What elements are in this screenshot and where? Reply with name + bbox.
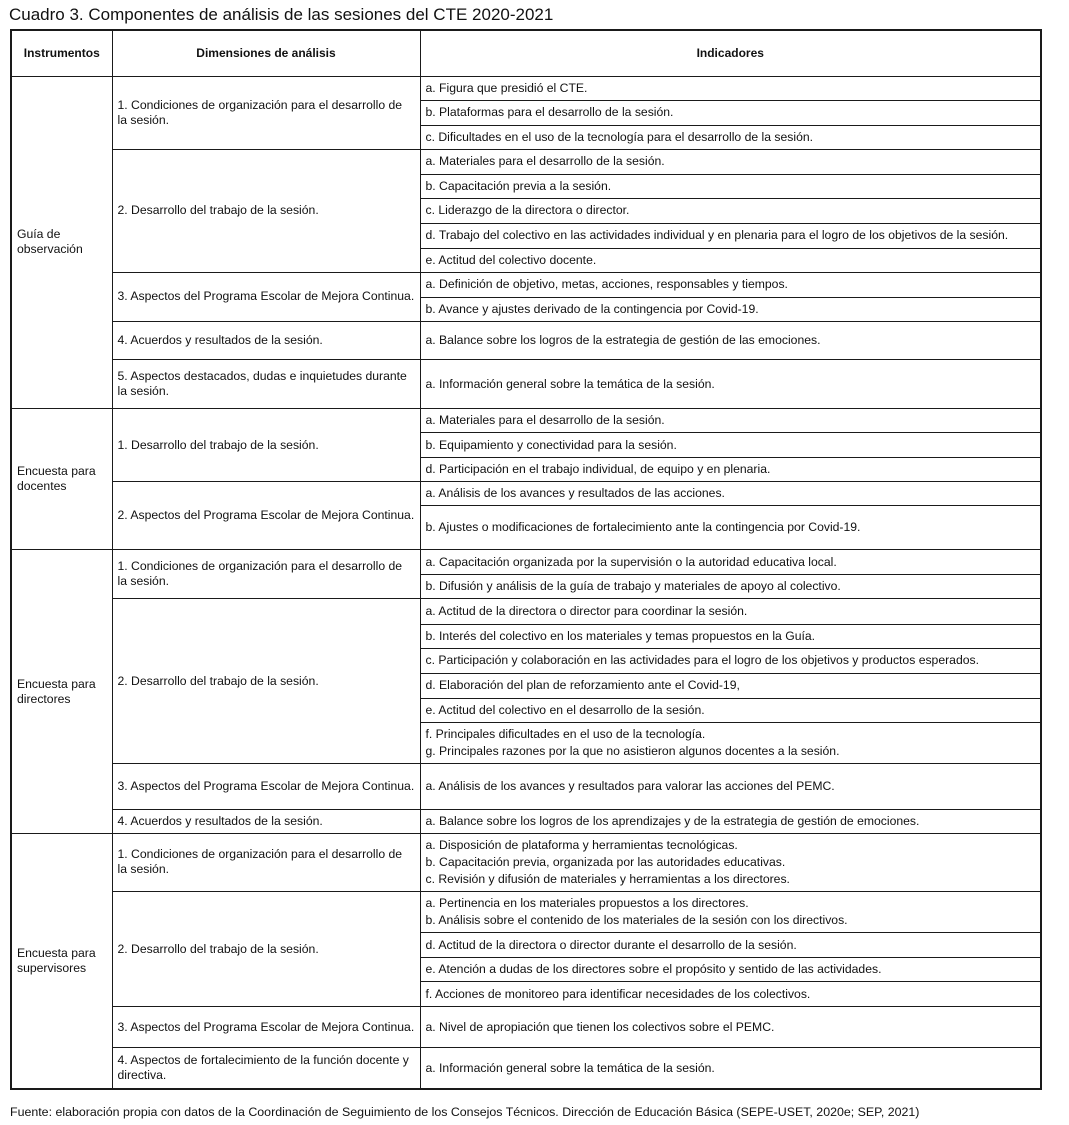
indicator-cell <box>420 174 1041 198</box>
indicator-line: a. Materiales para el desarrollo de la sesión. <box>425 413 665 428</box>
indicator-line: b. Interés del colectivo en los materiales y temas propuestos en la Guía. <box>425 628 816 643</box>
table-row <box>11 809 1041 833</box>
table-row <box>11 76 1041 100</box>
indicator-line: a. Definición de objetivo, metas, acciones, responsables y tiempos. <box>425 277 788 292</box>
indicator-cell <box>420 673 1041 698</box>
indicator-cell <box>420 1048 1041 1089</box>
indicator-cell <box>420 575 1041 599</box>
dimension-cell: 1. Condiciones de organización para el desarrollo de la sesión. <box>112 550 420 599</box>
indicator-line: a. Análisis de los avances y resultados para valorar las acciones del PEMC. <box>425 778 835 793</box>
indicator-line: d. Trabajo del colectivo en las actividades individual y en plenaria para el logro de los objetivos de la sesión. <box>425 228 1009 243</box>
indicator-cell <box>420 482 1041 506</box>
table-row <box>11 409 1041 433</box>
indicator-line: e. Actitud del colectivo docente. <box>425 252 597 267</box>
indicator-line: b. Análisis sobre el contenido de los materiales de la sesión con los directivos. <box>425 913 848 928</box>
indicator-cell <box>420 458 1041 482</box>
indicator-line: d. Elaboración del plan de reforzamiento ante el Covid-19, <box>425 678 740 693</box>
indicator-cell <box>420 933 1041 958</box>
indicator-cell <box>420 198 1041 223</box>
indicator-cell <box>420 833 1041 891</box>
table-row <box>11 1048 1041 1089</box>
dimension-cell: 3. Aspectos del Programa Escolar de Mejora Continua. <box>112 1007 420 1048</box>
indicator-cell <box>420 360 1041 409</box>
dimension-cell: 2. Desarrollo del trabajo de la sesión. <box>112 892 420 1007</box>
indicator-cell <box>420 809 1041 833</box>
components-table <box>10 29 1042 1090</box>
table-row <box>11 892 1041 933</box>
indicator-line: f. Acciones de monitoreo para identificar necesidades de los colectivos. <box>425 986 811 1001</box>
indicator-line: a. Actitud de la directora o director para coordinar la sesión. <box>425 604 748 618</box>
dimension-cell: 2. Aspectos del Programa Escolar de Mejora Continua. <box>112 482 420 550</box>
dimension-cell: 1. Condiciones de organización para el desarrollo de la sesión. <box>112 76 420 149</box>
indicator-line: a. Balance sobre los logros de la estrategia de gestión de las emociones. <box>425 333 821 347</box>
indicator-line: a. Nivel de apropiación que tienen los colectivos sobre el PEMC. <box>425 1019 775 1034</box>
indicator-cell <box>420 76 1041 100</box>
dimension-cell: 1. Condiciones de organización para el desarrollo de la sesión. <box>112 833 420 891</box>
indicator-line: e. Atención a dudas de los directores sobre el propósito y sentido de las actividades. <box>425 962 882 977</box>
source-note: Fuente: elaboración propia con datos de la Coordinación de Seguimiento de los Consejos Técnicos. Dirección de Educación Básica (SEPE-USET, 2020e; SEP, 2021) <box>10 1105 920 1119</box>
indicator-line: b. Capacitación previa, organizada por las autoridades educativas. <box>425 854 786 869</box>
indicator-cell <box>420 248 1041 272</box>
indicator-cell <box>420 297 1041 321</box>
indicator-cell <box>420 149 1041 174</box>
dimension-cell: 3. Aspectos del Programa Escolar de Mejora Continua. <box>112 272 420 321</box>
indicator-line: a. Pertinencia en los materiales propuestos a los directores. <box>425 896 749 911</box>
header-dimensiones: Dimensiones de análisis <box>112 30 420 76</box>
table-row <box>11 763 1041 809</box>
dimension-cell: 4. Aspectos de fortalecimiento de la función docente y directiva. <box>112 1048 420 1089</box>
indicator-line: b. Avance y ajustes derivado de la contingencia por Covid-19. <box>425 301 759 316</box>
indicator-line: a. Capacitación organizada por la supervisión o la autoridad educativa local. <box>425 554 837 569</box>
table-body <box>11 76 1041 1089</box>
indicator-line: a. Disposición de plataforma y herramientas tecnológicas. <box>425 837 738 852</box>
indicator-cell <box>420 892 1041 933</box>
indicator-cell <box>420 100 1041 125</box>
instrumento-cell: Encuesta para docentes <box>11 409 112 550</box>
indicator-line: b. Difusión y análisis de la guía de trabajo y materiales de apoyo al colectivo. <box>425 579 841 594</box>
indicator-cell <box>420 550 1041 575</box>
instrumento-cell: Guía de observación <box>11 76 112 409</box>
indicator-line: d. Actitud de la directora o director durante el desarrollo de la sesión. <box>425 937 797 952</box>
header-row <box>11 30 1041 76</box>
table-row <box>11 833 1041 891</box>
indicator-line: a. Información general sobre la temática de la sesión. <box>425 1060 715 1075</box>
indicator-line: b. Equipamiento y conectividad para la sesión. <box>425 437 677 452</box>
table-row <box>11 272 1041 297</box>
header-indicadores: Indicadores <box>420 30 1041 76</box>
indicator-cell <box>420 125 1041 149</box>
indicator-cell <box>420 648 1041 673</box>
header-instrumentos: Instrumentos <box>11 30 112 76</box>
indicator-line: c. Revisión y difusión de materiales y herramientas a los directores. <box>425 871 790 886</box>
indicator-line: b. Plataformas para el desarrollo de la sesión. <box>425 105 674 120</box>
indicator-cell <box>420 763 1041 809</box>
table-row <box>11 321 1041 359</box>
indicator-line: g. Principales razones por la que no asistieron algunos docentes a la sesión. <box>425 743 840 758</box>
dimension-cell: 5. Aspectos destacados, dudas e inquietudes durante la sesión. <box>112 360 420 409</box>
indicator-line: a. Balance sobre los logros de los aprendizajes y de la estrategia de gestión de emociones. <box>425 813 920 828</box>
table-caption: Cuadro 3. Componentes de análisis de las sesiones del CTE 2020-2021 <box>9 5 554 24</box>
indicator-line: e. Actitud del colectivo en el desarrollo de la sesión. <box>425 702 705 717</box>
indicator-cell <box>420 433 1041 458</box>
dimension-cell: 2. Desarrollo del trabajo de la sesión. <box>112 149 420 272</box>
table-row <box>11 1007 1041 1048</box>
indicator-cell <box>420 982 1041 1007</box>
dimension-cell: 1. Desarrollo del trabajo de la sesión. <box>112 409 420 482</box>
indicator-line: a. Figura que presidió el CTE. <box>425 80 588 95</box>
indicator-line: c. Liderazgo de la directora o director. <box>425 203 630 218</box>
indicator-cell <box>420 624 1041 648</box>
indicator-cell <box>420 272 1041 297</box>
indicator-cell <box>420 223 1041 248</box>
indicator-line: c. Participación y colaboración en las actividades para el logro de los objetivos y productos esperados. <box>425 653 979 668</box>
indicator-cell <box>420 1007 1041 1048</box>
table-row <box>11 550 1041 575</box>
table-row <box>11 482 1041 506</box>
dimension-cell: 4. Acuerdos y resultados de la sesión. <box>112 321 420 359</box>
dimension-cell: 3. Aspectos del Programa Escolar de Mejora Continua. <box>112 763 420 809</box>
indicator-line: a. Información general sobre la temática de la sesión. <box>425 376 715 391</box>
indicator-line: c. Dificultades en el uso de la tecnología para el desarrollo de la sesión. <box>425 129 814 144</box>
indicator-cell <box>420 722 1041 763</box>
table-row <box>11 149 1041 174</box>
indicator-line: a. Análisis de los avances y resultados de las acciones. <box>425 486 725 501</box>
indicator-cell <box>420 409 1041 433</box>
table-row <box>11 360 1041 409</box>
indicator-line: d. Participación en el trabajo individual, de equipo y en plenaria. <box>425 462 771 477</box>
table-row <box>11 599 1041 624</box>
dimension-cell: 4. Acuerdos y resultados de la sesión. <box>112 809 420 833</box>
indicator-cell <box>420 599 1041 624</box>
indicator-cell <box>420 321 1041 359</box>
instrumento-cell: Encuesta para supervisores <box>11 833 112 1089</box>
indicator-line: a. Materiales para el desarrollo de la sesión. <box>425 154 665 169</box>
indicator-line: f. Principales dificultades en el uso de la tecnología. <box>425 726 706 741</box>
indicator-line: b. Ajustes o modificaciones de fortalecimiento ante la contingencia por Covid-19. <box>425 520 861 535</box>
indicator-line: b. Capacitación previa a la sesión. <box>425 178 612 193</box>
dimension-cell: 2. Desarrollo del trabajo de la sesión. <box>112 599 420 763</box>
indicator-cell <box>420 698 1041 722</box>
instrumento-cell: Encuesta para directores <box>11 550 112 834</box>
indicator-cell <box>420 506 1041 550</box>
indicator-cell <box>420 958 1041 982</box>
